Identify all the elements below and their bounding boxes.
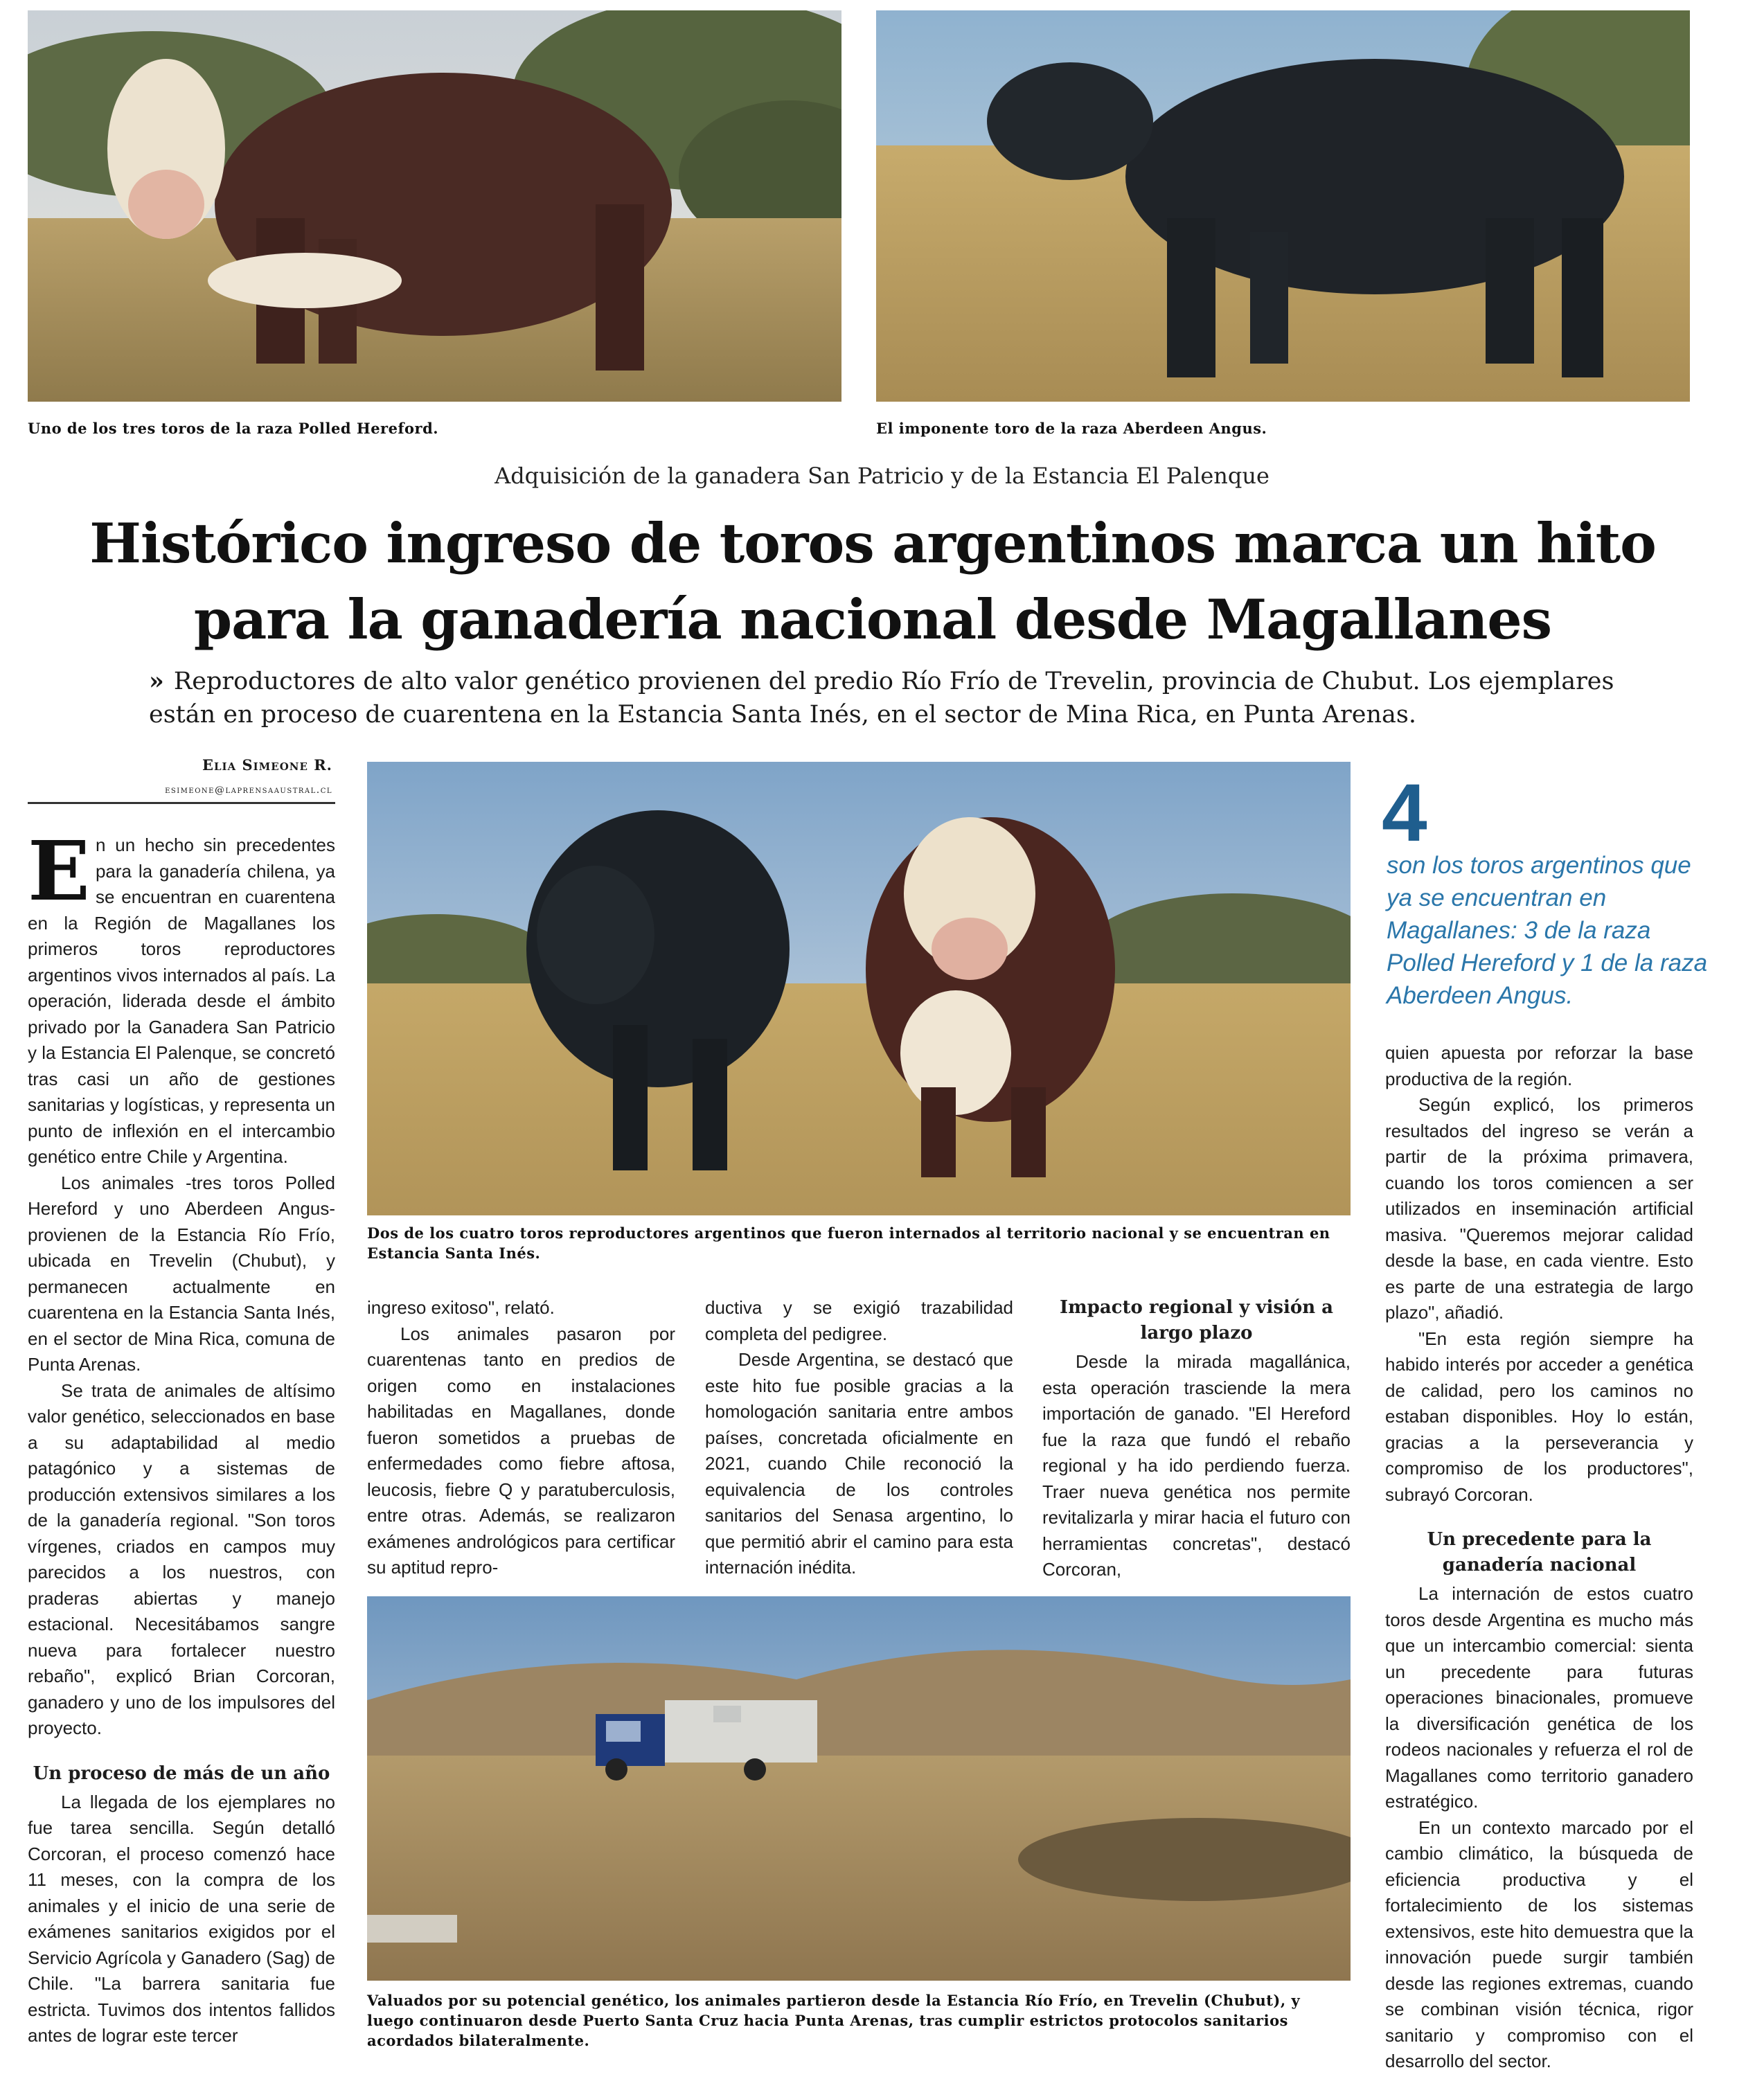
paragraph-7: ductiva y se exigió trazabilidad completa del pedigree.: [705, 1297, 1013, 1344]
subheading-impacto: Impacto regional y visión a largo plazo: [1059, 1297, 1334, 1344]
paragraph-13: La internación de estos cuatro toros desde Argentina es mucho más que un intercambio comercial: sienta un precedente para futuras operaciones binacionales, promueve la diversificación genética de los rodeos nacionales y refuerza el rol de Magallanes como territorio ganadero estratégico.: [1385, 1583, 1693, 1812]
caption-angus: El imponente toro de la raza Aberdeen Angus.: [876, 420, 1267, 437]
caption-hereford: Uno de los tres toros de la raza Polled Hereford.: [28, 420, 439, 437]
caption-truck: Valuados por su potencial genético, los animales partieron desde la Estancia Río Frío, en Trevelin (Chubut), y luego continuaron desde Puerto Santa Cruz hacia Punta Arenas, tras cumplir estrictos protocolos sanitarios acordados bilateralmente.: [367, 1992, 1301, 2049]
column-5: [1385, 1040, 1693, 2075]
deck-text: Reproductores de alto valor genético provienen del predio Río Frío de Trevelin, provincia de Chubut. Los ejemplares están en proceso de cuarentena en la Estancia Santa Inés, en el sector de Mina Rica, en Punta Arenas.: [149, 668, 1614, 729]
paragraph-4: La llegada de los ejemplares no fue tarea sencilla. Según detalló Corcoran, el proceso comenzó hace 11 meses, con la compra de los animales y el inicio de una serie de exámenes sanitarios exigidos por el Servicio Agrícola y Ganadero (Sag) de Chile. "La barrera sanitaria fue estricta. Tuvimos dos intentos fallidos antes de lograr este tercer: [28, 1791, 335, 2046]
paragraph-6: Los animales pasaron por cuarentenas tanto en predios de origen como en instalaciones habilitadas en Magallanes, donde fueron sometidos a pruebas de enfermedades como fiebre aftosa, leucosis, fiebre Q y paratuberculosis, entre otras. Además, se realizaron exámenes andrológicos para certificar su aptitud repro-: [367, 1323, 675, 1578]
paragraph-5: ingreso exitoso", relató.: [367, 1297, 555, 1318]
paragraph-8: Desde Argentina, se destacó que este hito fue posible gracias a la homologación sanitaria entre ambos países, concretada oficialmente en 2021, cuando Chile reconoció la equivalencia de los controles sanitarios del Senasa argentino, lo que permitió abrir el camino para esta internación inédita.: [705, 1349, 1013, 1578]
byline-name: Elia Simeone R.: [202, 756, 332, 774]
column-3: [705, 1295, 1013, 1581]
photo-hereford-bull: [28, 10, 841, 402]
paragraph-11: Según explicó, los primeros resultados del ingreso se verán a partir de la próxima primavera, cuando los toros comiencen a ser utilizados en inseminación artificial masiva. "Queremos mejorar calidad desde la base, en cada vientre. Esto es parte de una estrategia de largo plazo", añadió.: [1385, 1094, 1693, 1323]
paragraph-3: Se trata de animales de altísimo valor genético, seleccionados en base a su adaptabilidad al medio patagónico y a sistemas de producción extensivos similares a los de la ganadería regional. "Son toros vírgenes, criados en campos muy parecidos a los nuestros, con praderas abiertas y manejo estacional. Necesitábamos sangre nueva para fortalecer nuestro rebaño", explicó Brian Corcoran, ganadero y uno de los impulsores del proyecto.: [28, 1380, 335, 1738]
photo-two-bulls: [367, 762, 1351, 1215]
headline-line-2: para la ganadería nacional desde Magallanes: [193, 587, 1552, 652]
photo-angus-bull: [876, 10, 1690, 402]
deck-arrow-icon: »: [149, 667, 164, 695]
kicker: Adquisición de la ganadera San Patricio y de la Estancia El Palenque: [495, 463, 1269, 489]
paragraph-14: En un contexto marcado por el cambio climático, la búsqueda de eficiencia productiva y el fortalecimiento de los sistemas extensivos, este hito demuestra que la innovación puede surgir también desde las regiones extremas, cuando se combinan visión técnica, rigor sanitario y compromiso con el desarrollo del sector.: [1385, 1817, 1693, 2071]
column-2: [367, 1295, 675, 1581]
subheading-precedente: Un precedente para la ganadería nacional: [1427, 1529, 1652, 1576]
caption-two-bulls: Dos de los cuatro toros reproductores argentinos que fueron internados al territorio nacional y se encuentran en Estancia Santa Inés.: [367, 1224, 1330, 1262]
deck: [149, 665, 1631, 731]
paragraph-1: En un hecho sin precedentes para la ganadería chilena, ya se encuentran en cuarentena en la Región de Magallanes los primeros toros reproductores argentinos vivos internados al país. La operación, liderada desde el ámbito privado por la Ganadera San Patricio y la Estancia El Palenque, se concretó tras casi un año de gestiones sanitarias y logísticas, y representa un punto de inflexión en el intercambio genético entre Chile y Argentina.: [28, 823, 335, 1167]
pullquote-text: son los toros argentinos que ya se encuentran en Magallanes: 3 de la raza Polled Hereford y 1 de la raza Aberdeen Angus.: [1387, 852, 1708, 1009]
photo-truck-landscape: [367, 1596, 1351, 1981]
column-1: [28, 823, 335, 2049]
subheading-proceso: Un proceso de más de un año: [33, 1763, 330, 1784]
headline-line-1: Histórico ingreso de toros argentinos marca un hito: [89, 511, 1656, 575]
paragraph-2: Los animales -tres toros Polled Hereford y uno Aberdeen Angus- provienen de la Estancia Río Frío, ubicada en Trevelin (Chubut), y permanecen actualmente en cuarentena en la Estancia Santa Inés, en el sector de Mina Rica, comuna de Punta Arenas.: [28, 1172, 335, 1375]
headline: [42, 506, 1704, 658]
dropcap: E: [28, 823, 90, 919]
byline: [28, 756, 332, 796]
paragraph-9: Desde la mirada magallánica, esta operación trasciende la mera importación de ganado. "El Hereford fue la raza que fundó el rebaño regional y ha ido perdiendo fuerza. Traer nueva genética nos permite revitalizarla y mirar hacia el futuro con herramientas concretas", destacó Corcoran,: [1042, 1351, 1351, 1580]
byline-rule: [28, 802, 335, 804]
paragraph-12: "En esta región siempre ha habido interés por acceder a genética de calidad, pero los caminos no estaban disponibles. Hoy lo están, gracias a la perseverancia y compromiso de los productores", subrayó Corcoran.: [1385, 1328, 1693, 1505]
column-4: [1042, 1295, 1351, 1583]
pullquote-number: 4: [1382, 767, 1427, 859]
byline-email[interactable]: esimeone@laprensaaustral.cl: [165, 785, 332, 796]
paragraph-10: quien apuesta por reforzar la base productiva de la región.: [1385, 1042, 1693, 1089]
